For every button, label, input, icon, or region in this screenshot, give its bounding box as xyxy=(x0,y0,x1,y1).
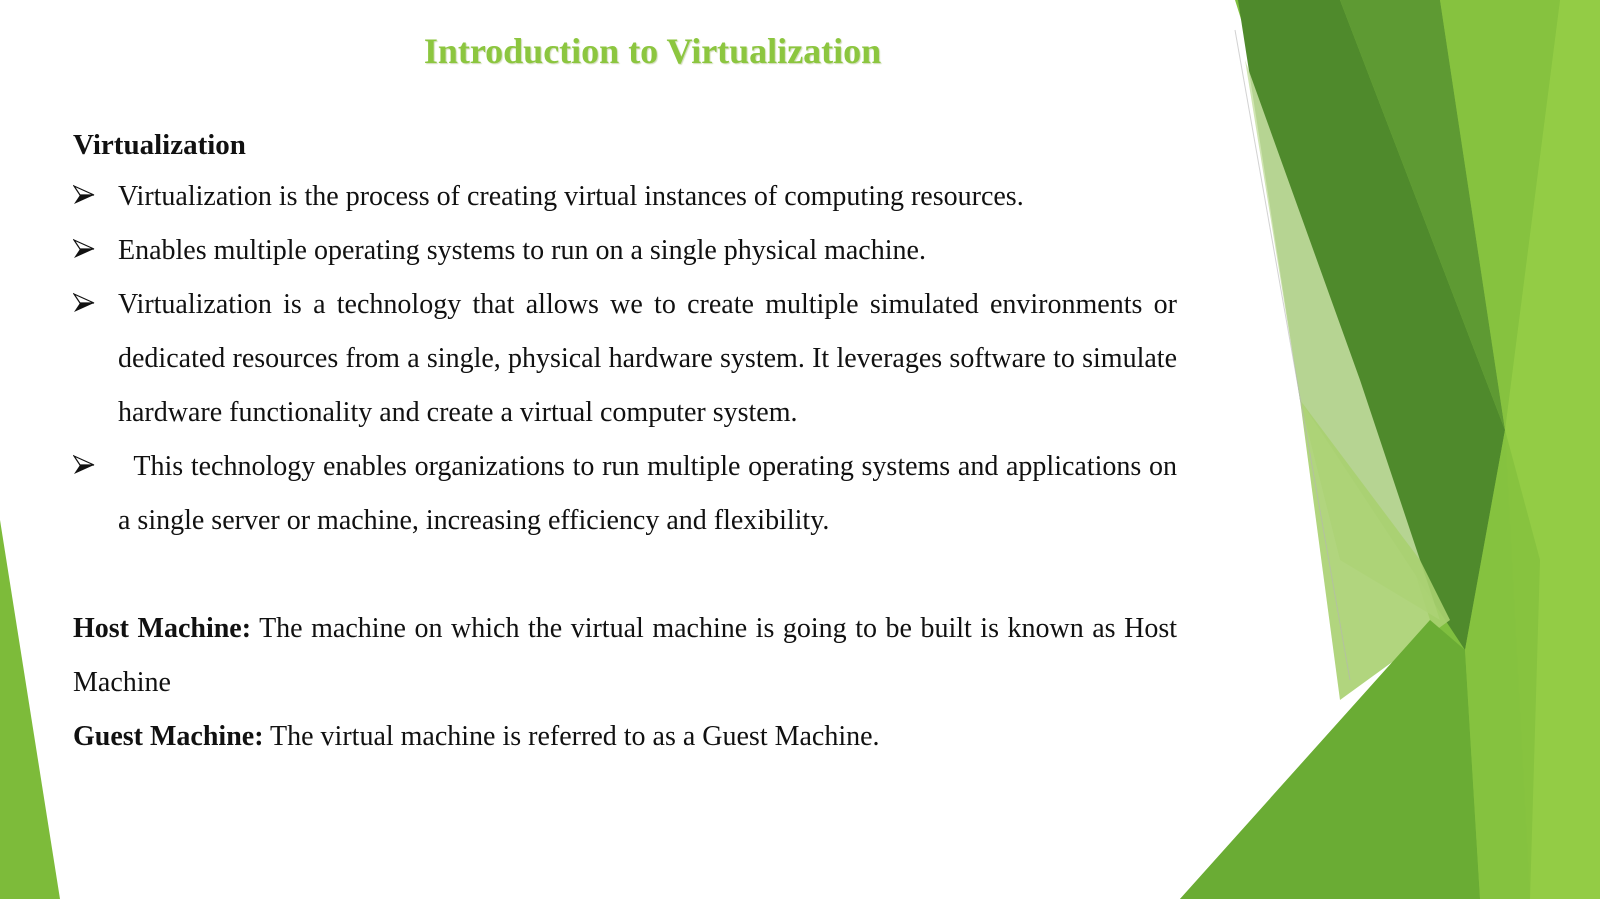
bullet-item xyxy=(73,170,1177,224)
bullet-item xyxy=(73,278,1177,440)
guest-machine-term: Guest Machine: xyxy=(73,721,264,752)
bullet-item xyxy=(73,440,1177,548)
right-bottom-facet xyxy=(1180,620,1480,899)
left-green-facet xyxy=(0,520,60,899)
bullet-text: Virtualization is the process of creating virtual instances of computing resources. xyxy=(118,181,1024,212)
arrowhead-bullet-icon xyxy=(73,184,95,206)
spacer xyxy=(73,548,1177,602)
section-heading: Virtualization xyxy=(73,129,246,161)
host-machine-text: The machine on which the virtual machine is going to be built is known as Host Machine xyxy=(73,613,1177,698)
guest-machine-definition xyxy=(73,710,1177,764)
bullet-list xyxy=(73,170,1177,548)
arrowhead-bullet-icon xyxy=(73,292,95,314)
arrowhead-bullet-icon xyxy=(73,238,95,260)
bullet-item xyxy=(73,224,1177,278)
slide-body xyxy=(73,120,1177,764)
bullet-text: Enables multiple operating systems to run on a single physical machine. xyxy=(118,235,926,266)
guest-machine-text: The virtual machine is referred to as a Guest Machine. xyxy=(263,721,880,752)
bullet-text: Virtualization is a technology that allows we to create multiple simulated environments or dedicated resources from a single, physical hardware system. It leverages software to simulate hardware functionality and create a virtual computer system. xyxy=(118,289,1177,428)
host-machine-term: Host Machine: xyxy=(73,613,252,644)
bullet-text: This technology enables organizations to run multiple operating systems and applications on a single server or machine, increasing efficiency and flexibility. xyxy=(118,451,1177,536)
host-machine-definition xyxy=(73,602,1177,710)
arrowhead-bullet-icon xyxy=(73,454,95,476)
slide-title: Introduction to Virtualization xyxy=(423,31,882,71)
